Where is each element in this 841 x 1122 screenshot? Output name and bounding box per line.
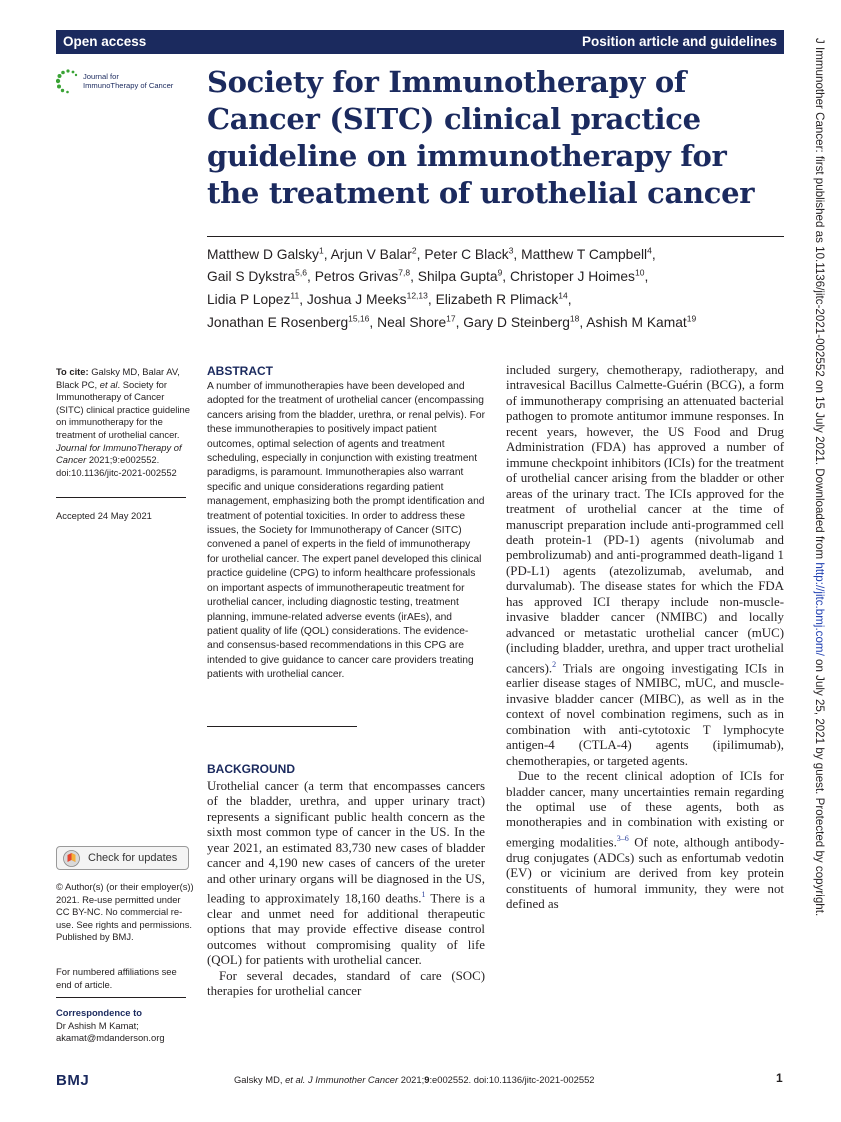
vertical-download-note: J Immunother Cancer: first published as 10.1136/jitc-2021-002552 on 15 July 2021. Downloaded from http://jitc.bmj.com/ on July 25, 2021 by guest. Protected by copyright.	[813, 38, 826, 917]
cite-label: To cite:	[56, 366, 89, 377]
accepted-date: Accepted 24 May 2021	[56, 510, 152, 521]
cite-title: . Society for Immunotherapy of Cancer (SITC) clinical practice guideline on immunotherapy for the treatment of urothelial cancer.	[56, 378, 190, 440]
cite-journal: Journal for ImmunoTherapy of Cancer	[56, 441, 182, 466]
abstract-text: A number of immunotherapies have been developed and adopted for the treatment of urothelial cancer (encompassing cancers arising from the bladder, urethra, or renal pelvis). For these immunotherapies to positively impact patient outcomes, optimal selection of agents and treatment scheduling, especially in conjunction with existing treatment paradigms, is paramount. Immunotherapies also warrant specific and unique considerations regarding patient management, emphasizing both the prompt identification and treatment of potential toxicities. In order to address these issues, the Society for Immunotherapy of Cancer (SITC) convened a panel of experts in the field of immunotherapy for urothelial cancer. The expert panel developed this clinical practice guideline (CPG) to inform healthcare professionals on important aspects of immunotherapeutic treatment for urothelial cancer, including diagnostic testing, treatment planning, immune-related adverse events (irAEs), and patient quality of life (QOL) considerations. The evidence- and consensus-based recommendations in this CPG are intended to give guidance to cancer care providers treating patients with urothelial cancer.	[207, 381, 486, 681]
author: Elizabeth R Plimack$^{14}$,	[435, 290, 572, 308]
author: Petros Grivas$^{7,8}$,	[314, 267, 414, 285]
author: Jonathan E Rosenberg$^{15,16}$,	[207, 313, 374, 330]
author: Lidia P Lopez$^{11}$,	[207, 290, 304, 308]
correspondence-name: Dr Ashish M Kamat;	[56, 1019, 139, 1031]
copyright-notice: © Author(s) (or their employer(s)) 2021. Re-use permitted under CC BY-NC. No commercial re-use. See rights and permissions. Published by BMJ.	[56, 881, 194, 943]
correspondence-label: Correspondence to	[56, 1007, 142, 1018]
background-paragraph-1: Urothelial cancer (a term that encompasses cancers of the bladder, urethra, and upper urinary tract) represents a significant public health concern as the sixth most common type of cancer in the US. In the year 2021, an estimated 83,730 new cases of bladder cancer and 4,190 new cases of cancers of the ureter and other urinary organs will be diagnosed in the US, leading to approximately 18,160 deaths.$^1$ There is a clear and unmet need for additional therapeutic options that may provide effective disease control outcomes without compromising quality of life (QOL) for patients with urothelial cancer.	[207, 779, 485, 968]
correspondence-divider	[56, 997, 186, 998]
sidebar-divider	[56, 497, 186, 498]
reference-link[interactable]: 2	[552, 659, 557, 669]
author: Christoper J Hoimes$^{10}$,	[509, 267, 649, 285]
cite-etal: et al	[99, 378, 118, 390]
author: Matthew D Galsky$^1$,	[207, 245, 328, 262]
check-updates-icon	[63, 850, 80, 867]
correspondence-email[interactable]: akamat@mdanderson.org	[56, 1032, 165, 1044]
author: Peter C Black$^3$,	[424, 245, 518, 262]
cite-authors: Galsky MD, Balar AV, Black PC,	[56, 366, 180, 390]
top-banner	[56, 30, 784, 54]
affiliations-note: For numbered affiliations see end of article.	[56, 966, 177, 990]
article-title: Society for Immunotherapy of Cancer (SITC) clinical practice guideline on immunotherapy for the treatment of urothelial cancer	[207, 65, 755, 210]
journal-logo-line2: ImmunoTherapy of Cancer	[83, 81, 174, 90]
author: Matthew T Campbell$^4$,	[521, 245, 656, 262]
title-divider	[207, 236, 784, 237]
reference-link[interactable]: 3–6	[616, 833, 629, 843]
author: Gail S Dykstra$^{5,6}$,	[207, 267, 311, 285]
right-paragraph-1: included surgery, chemotherapy, radiotherapy, and intravesical Bacillus Calmette-Guérin (BCG), a form of immunotherapy comprising an attenuated bacterial pathogen to promote antitumor immune responses. In recent years, however, the US Food and Drug Administration (FDA) has approved a number of immune checkpoint inhibitors (ICIs) for the treatment of urothelial cancer arising from the bladder or other areas of the urinary tract. The ICIs approved for the treatment of urothelial cancer at the time of manuscript preparation include anti-programmed cell death protein-1 (PD-1) agents (nivolumab and pembrolizumab) and anti-programmed death-ligand 1 (PD-L1) agents (atezolizumab, avelumab, and durvalumab). The disease states for which the FDA has approved ICI therapy include non-muscle-invasive bladder cancer (NMIBC) and locally advanced or metastatic urothelial cancer (mUC) (including bladder, urethra, and upper tract urothelial cancers).$^2$ Trials are ongoing investigating ICIs in earlier disease stages of NMIBC, mUC, and muscle-invasive bladder cancer (MIBC), as well as in the context of novel combination regimens, such as in combination with anti-cytotoxic T lymphocyte antigen-4 (CTLA-4) agents (ipilimumab), chemotherapies, or targeted agents.	[506, 363, 784, 768]
check-for-updates-button[interactable]	[56, 846, 189, 870]
journal-logo	[56, 68, 196, 98]
abstract-heading: ABSTRACT	[207, 364, 273, 378]
correspondence-box	[56, 1007, 194, 1045]
author: Ashish M Kamat$^{19}$	[586, 313, 697, 330]
author: Neal Shore$^{17}$,	[377, 313, 460, 330]
journal-logo-dots-icon	[56, 68, 80, 94]
abstract-divider	[207, 726, 357, 727]
footer-citation: Galsky MD, et al. J Immunother Cancer 2021;9:e002552. doi:10.1136/jitc-2021-002552	[234, 1074, 595, 1085]
open-access-label: Open access	[63, 34, 147, 49]
citation-box	[56, 366, 194, 479]
background-column	[207, 779, 485, 1000]
author: Gary D Steinberg$^{18}$,	[463, 313, 584, 330]
article-type-label: Position article and guidelines	[581, 34, 777, 49]
journal-logo-line1: Journal for	[83, 72, 119, 81]
bmj-logo: BMJ	[56, 1072, 90, 1089]
right-paragraph-2: Due to the recent clinical adoption of ICIs for bladder cancer, many uncertainties remain regarding the optimal use of these agents, both as monotherapies and in combination with existing or emerging modalities.$^{3-6}$ Of note, although antibody-drug conjugates (ADCs) such as enfortumab vedotin (EV) or vicinium are derived from key protein constituents of humoral immunity, they were not defined as	[506, 769, 784, 911]
author: Joshua J Meeks$^{12,13}$,	[306, 290, 432, 308]
author: Arjun V Balar$^2$,	[330, 245, 421, 262]
check-updates-label: Check for updates	[88, 852, 178, 864]
background-heading: BACKGROUND	[207, 762, 295, 776]
author-list	[207, 241, 787, 332]
cite-tail: 2021;9:e002552. doi:10.1136/jitc-2021-002552	[56, 454, 177, 478]
page-number: 1	[776, 1071, 783, 1085]
reference-link[interactable]: 1	[421, 890, 426, 900]
journal-url-link[interactable]: http://jitc.bmj.com/	[813, 562, 826, 656]
right-column	[506, 363, 784, 912]
author: Shilpa Gupta$^9$,	[417, 267, 507, 285]
background-paragraph-2: For several decades, standard of care (SOC) therapies for urothelial cancer	[207, 968, 485, 999]
